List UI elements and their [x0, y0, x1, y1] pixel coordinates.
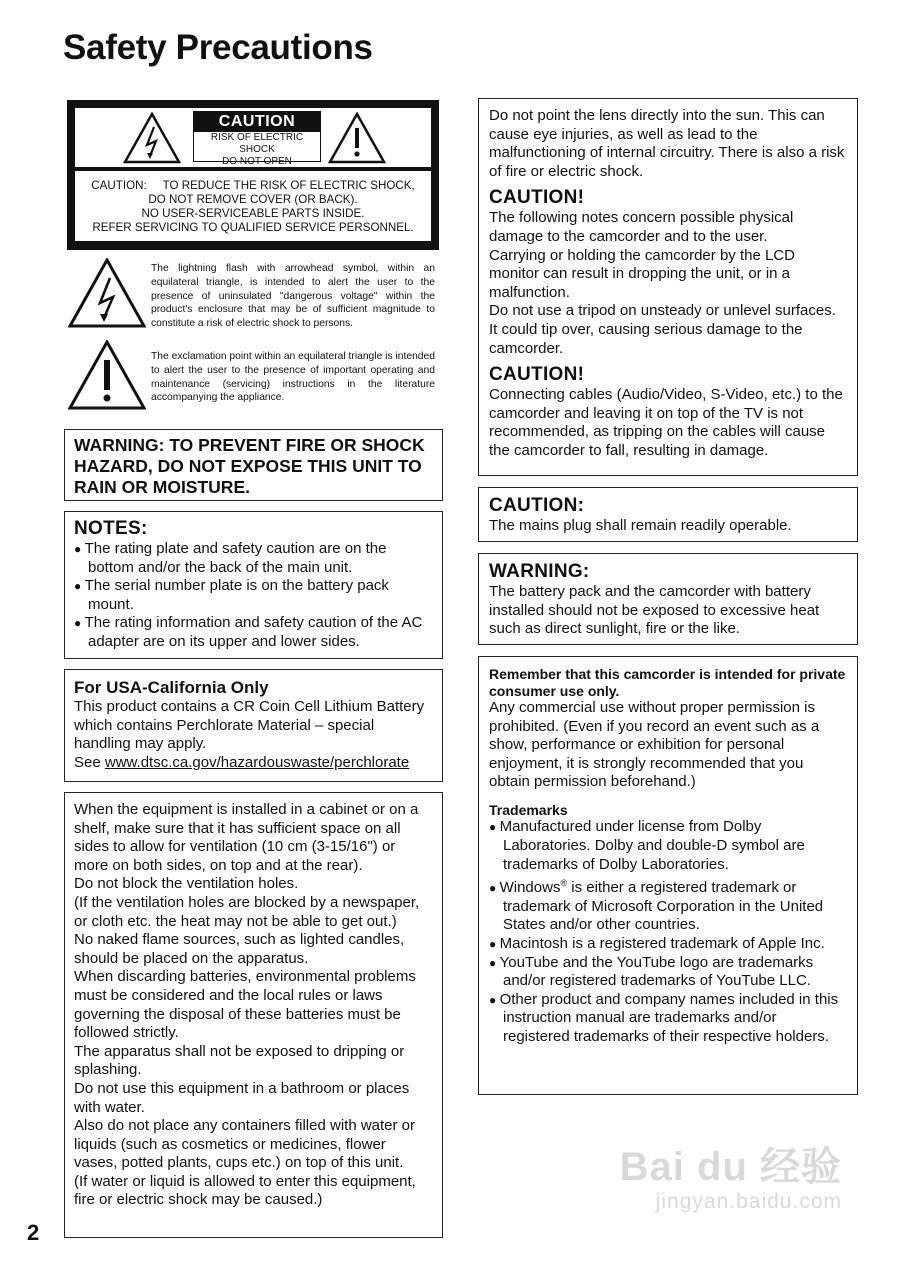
private-use-heading: Remember that this camcorder is intended for private consumer use only. — [489, 666, 846, 699]
lens-caution-box — [478, 98, 858, 476]
equipment-p3: (If the ventilation holes are blocked by a newspaper, or cloth etc. the heat may not be able to get out.) — [74, 893, 420, 930]
notes-heading: NOTES: — [74, 518, 148, 539]
caution-line-3: NO USER-SERVICEABLE PARTS INSIDE. — [141, 207, 365, 220]
mains-heading: CAUTION: — [489, 495, 585, 516]
page-title: Safety Precautions — [63, 28, 373, 67]
california-box — [64, 669, 443, 782]
caution-2-p1: Connecting cables (Audio/Video, S-Video, etc.) to the camcorder and leaving it on top of the TV is not recommended, as tripping on the cables will cause the camcorder to fall, resulting in damage. — [489, 386, 843, 459]
warning-fire-text: WARNING: TO PREVENT FIRE OR SHOCK HAZARD, DO NOT EXPOSE THIS UNIT TO RAIN OR MOISTURE. — [74, 435, 425, 497]
page-number: 2 — [27, 1220, 40, 1245]
caution-label — [67, 100, 439, 250]
watermark-sub: jingyan.baidu.com — [655, 1190, 842, 1213]
caution-badge-title: CAUTION — [194, 112, 320, 132]
lightning-symbol-text: The lightning flash with arrowhead symbol, within an equilateral triangle, is intended to alert the user to the presence of uninsulated "dangerous voltage" within the product's enclosure that may be of sufficient magnitude to constitute a risk of electric shock to persons. — [151, 263, 435, 330]
caution-line-4: REFER SERVICING TO QUALIFIED SERVICE PERSONNEL. — [92, 221, 414, 234]
baidu-watermark — [620, 1145, 842, 1215]
registered-mark: ® — [560, 878, 568, 889]
trademark-other: ● Other product and company names included in this instruction manual are trademarks and/or registered trademarks of their respective holders. — [489, 991, 847, 1047]
notes-item-1: ● The rating plate and safety caution are on the bottom and/or the back of the main unit. — [74, 540, 433, 577]
caution-badge-sub2: DO NOT OPEN — [222, 156, 292, 167]
caution-label-top — [75, 108, 431, 167]
windows-text: is either a registered trademark or trademark of Microsoft Corporation in the United States and/or other countries. — [503, 879, 824, 934]
equipment-p8: Also do not place any containers filled with water or liquids (such as cosmetics or medicines, flower vases, potted plants, cups etc.) on top of this unit. — [74, 1117, 416, 1172]
exclamation-symbol-text: The exclamation point within an equilateral triangle is intended to alert the user to the presence of important operating and maintenance (servicing) instructions in the literature accompanying the appliance. — [151, 351, 435, 404]
caution-2-heading: CAUTION! — [489, 364, 585, 386]
caution-line-2: DO NOT REMOVE COVER (OR BACK). — [148, 193, 358, 206]
battery-box — [478, 553, 858, 645]
caution-1-p2: Carrying or holding the camcorder by the LCD monitor can result in dropping the unit, or in a malfunction. — [489, 246, 795, 301]
perchlorate-link[interactable]: www.dtsc.ca.gov/hazardouswaste/perchlorate — [104, 753, 410, 771]
caution-1-p3: Do not use a tripod on unsteady or unlevel surfaces. It could tip over, causing serious damage to the camcorder. — [489, 302, 836, 357]
caution-line-1: CAUTION: TO REDUCE THE RISK OF ELECTRIC SHOCK, — [91, 179, 415, 192]
equipment-p4: No naked flame sources, such as lighted candles, should be placed on the apparatus. — [74, 931, 405, 967]
exclamation-symbol-icon — [68, 340, 146, 410]
equipment-p1: When the equipment is installed in a cabinet or on a shelf, make sure that it has sufficient space on all sides to allow for ventilation (10 cm (3-15/16") or more on both sides, on top and at the rear). — [74, 801, 419, 874]
mains-box — [478, 487, 858, 542]
california-see — [74, 754, 433, 773]
sun-warning: Do not point the lens directly into the sun. This can cause eye injuries, as well as lead to the malfunctioning of internal circuitry. There is also a risk of fire or electric shock. — [489, 107, 845, 180]
trademarks-heading: Trademarks — [489, 801, 568, 818]
equipment-p9: (If water or liquid is allowed to enter this equipment, fire or electric shock may be caused.) — [74, 1172, 416, 1209]
caution-1-heading: CAUTION! — [489, 187, 585, 209]
trademark-youtube: ● YouTube and the YouTube logo are trademarks and/or registered trademarks of YouTube LLC. — [489, 954, 847, 991]
notes-box — [64, 511, 443, 659]
equipment-p6: The apparatus shall not be exposed to dripping or splashing. — [74, 1042, 405, 1079]
california-body: This product contains a CR Coin Cell Lithium Battery which contains Perchlorate Material – special handling may apply. — [74, 698, 425, 753]
trademark-windows — [489, 874, 847, 935]
mains-body: The mains plug shall remain readily operable. — [489, 517, 792, 534]
battery-body: The battery pack and the camcorder with battery installed should not be exposed to excessive heat such as direct sunlight, fire or the like. — [489, 583, 820, 638]
equipment-p5: When discarding batteries, environmental problems must be considered and the local rules or laws governing the disposal of these batteries must be followed strictly. — [74, 968, 416, 1042]
trademark-dolby: ● Manufactured under license from Dolby Laboratories. Dolby and double-D symbol are trademarks of Dolby Laboratories. — [489, 818, 847, 874]
watermark-main: Bai du 经验 — [619, 1145, 842, 1189]
windows-name: Windows — [499, 879, 561, 897]
california-see-label: See — [74, 753, 105, 771]
private-use-body: Any commercial use without proper permission is prohibited. (Even if you record an event such as a show, performance or exhibition for personal enjoyment, it is strongly recommended that you obtain permission beforehand.) — [489, 699, 820, 791]
warning-fire-box — [64, 429, 443, 501]
notes-item-3: ● The rating information and safety caution of the AC adapter are on its upper and lower sides. — [74, 614, 433, 651]
caution-badge — [193, 111, 321, 167]
caution-badge-sub1: RISK OF ELECTRIC SHOCK — [210, 132, 304, 155]
private-use-box — [478, 656, 858, 1095]
notes-item-2: ● The serial number plate is on the battery pack mount. — [74, 577, 433, 614]
lightning-triangle-icon — [123, 112, 181, 164]
exclamation-triangle-icon — [328, 112, 386, 164]
battery-heading: WARNING: — [489, 561, 590, 582]
lightning-symbol-icon — [68, 258, 146, 328]
trademark-mac: ● Macintosh is a registered trademark of Apple Inc. — [489, 935, 847, 954]
equipment-p7: Do not use this equipment in a bathroom or places with water. — [74, 1079, 410, 1116]
caution-label-bottom — [75, 171, 431, 241]
california-heading: For USA-California Only — [74, 678, 269, 697]
equipment-box — [64, 792, 443, 1238]
caution-1-p1: The following notes concern possible physical damage to the camcorder and to the user. — [489, 209, 794, 245]
equipment-p2: Do not block the ventilation holes. — [74, 875, 299, 893]
